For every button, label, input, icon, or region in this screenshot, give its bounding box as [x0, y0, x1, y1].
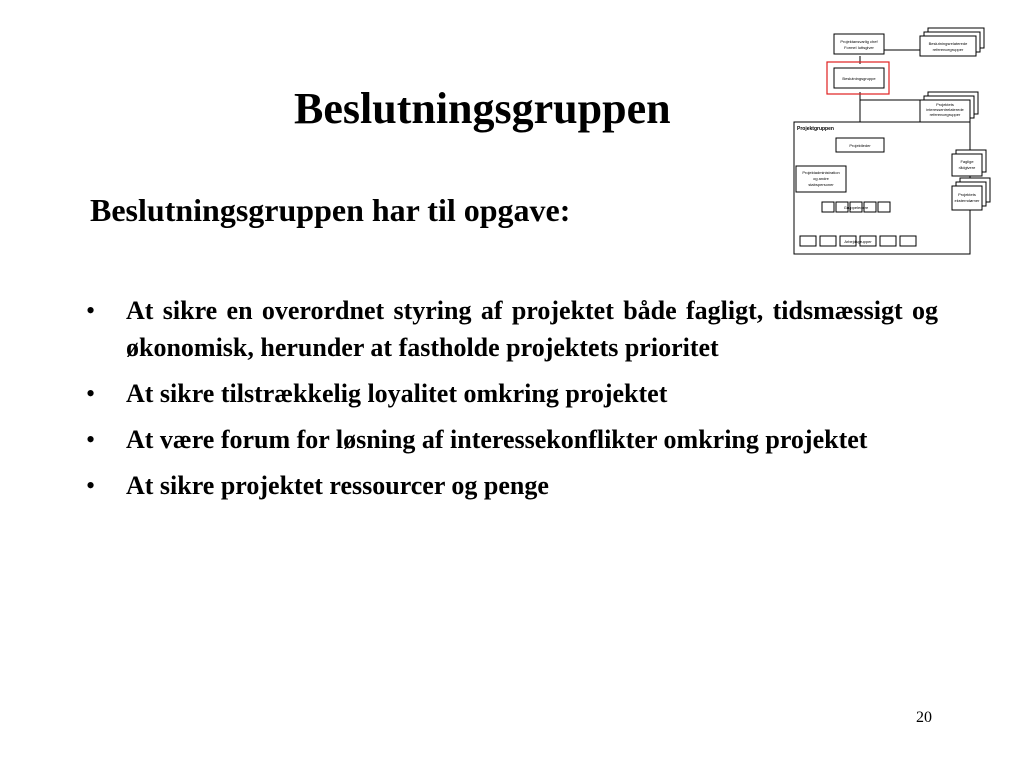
work-group-box: [800, 236, 816, 246]
admin-staff-label: Projektadministration: [802, 170, 840, 175]
work-group-box: [880, 236, 896, 246]
bullet-item: [86, 421, 938, 458]
owner-box: [834, 34, 884, 54]
group-leader-box: [878, 202, 890, 212]
decision-group-label: Beslutningsgruppe: [842, 76, 876, 81]
task-bullet-list: [86, 292, 938, 513]
bullet-text: At sikre en overordnet styring af projektet både fagligt, tidsmæssigt og økonomisk, herunder at fastholde projektets prioritet: [126, 296, 938, 362]
slide-subtitle: Beslutningsgruppen har til opgave:: [90, 192, 571, 228]
work-group-box: [900, 236, 916, 246]
external-label: eksterndørner: [954, 198, 980, 203]
reference-group-label: referencegrupper: [932, 47, 964, 52]
stakeholder-group-label: interessentrelaterede: [926, 107, 964, 112]
stakeholder-group-label: Projektets: [936, 102, 954, 107]
owner-label: Projektansvarlig chef: [840, 39, 878, 44]
work-group-box: [820, 236, 836, 246]
bullet-point-icon: •: [86, 425, 96, 454]
bullet-point-icon: •: [86, 379, 96, 408]
bullet-text: At sikre tilstrækkelig loyalitet omkring projektet: [126, 379, 668, 408]
bullet-point-icon: •: [86, 471, 96, 500]
admin-staff-label: stabspersoner: [808, 182, 834, 187]
experts-label: rådgivere: [958, 165, 976, 170]
reference-group-box: [920, 36, 976, 56]
stakeholder-group-label: referencegrupper: [929, 112, 961, 117]
admin-staff-label: og andre: [813, 176, 829, 181]
project-leader-label: Projektleder: [849, 143, 871, 148]
project-group-label: Projektgruppen: [797, 126, 834, 132]
external-label: Projektets: [958, 192, 976, 197]
slide-title: Beslutningsgruppen: [294, 84, 671, 133]
bullet-point-icon: •: [86, 296, 96, 325]
experts-label: Faglige: [960, 159, 974, 164]
bullet-item: [86, 467, 938, 504]
bullet-item: [86, 292, 938, 366]
owner-label: Formel Iuttsgiver: [844, 45, 874, 50]
bullet-text: At sikre projektet ressourcer og penge: [126, 471, 549, 500]
org-chart-diagram: [780, 22, 1004, 262]
work-groups-label: Arbejdsgrupper: [844, 239, 872, 244]
page-number: 20: [916, 709, 932, 726]
reference-group-label: Beslutningsrelaterede: [928, 41, 968, 46]
group-leader-box: [822, 202, 834, 212]
bullet-text: At være forum for løsning af interessekonflikter omkring projektet: [126, 425, 868, 454]
group-leaders-label: Gruppeledere: [843, 205, 869, 210]
bullet-item: [86, 375, 938, 412]
